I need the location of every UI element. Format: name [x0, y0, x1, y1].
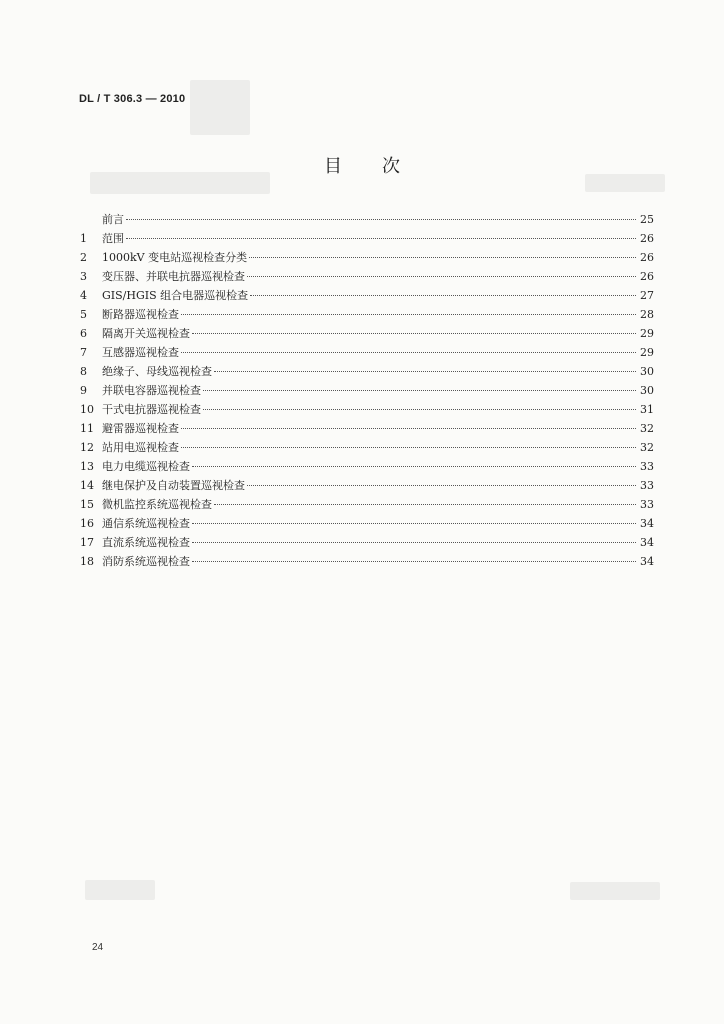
toc-leader-dots — [203, 390, 636, 391]
toc-entry-page: 33 — [640, 460, 654, 473]
toc-entry-number: 3 — [80, 270, 87, 283]
toc-leader-dots — [192, 542, 636, 543]
toc-entry-label: 前言 — [102, 213, 124, 226]
toc-entry[interactable] — [80, 267, 654, 286]
toc-leader-dots — [214, 371, 636, 372]
toc-entry-page: 32 — [640, 422, 654, 435]
toc-entry[interactable] — [80, 533, 654, 552]
toc-entry-number: 7 — [80, 346, 87, 359]
toc-entry-label: 微机监控系统巡视检查 — [102, 498, 212, 511]
toc-entry-number: 8 — [80, 365, 87, 378]
toc-entry[interactable] — [80, 286, 654, 305]
toc-leader-dots — [250, 295, 636, 296]
toc-entry-page: 31 — [640, 403, 654, 416]
toc-entry-number: 1 — [80, 232, 87, 245]
toc-entry-page: 34 — [640, 517, 654, 530]
toc-entry-label: 1000kV 变电站巡视检查分类 — [102, 251, 248, 264]
toc-leader-dots — [203, 409, 636, 410]
toc-entry-label: 避雷器巡视检查 — [102, 422, 179, 435]
toc-entry-number: 2 — [80, 251, 87, 264]
toc-entry-label: 绝缘子、母线巡视检查 — [102, 365, 212, 378]
toc-entry-page: 28 — [640, 308, 654, 321]
toc-entry-page: 33 — [640, 479, 654, 492]
toc-entry-page: 34 — [640, 536, 654, 549]
toc-entry-page: 26 — [640, 232, 654, 245]
toc-entry-number: 16 — [80, 517, 94, 530]
toc-entry-number: 11 — [80, 422, 94, 435]
toc-leader-dots — [247, 276, 636, 277]
toc-entry-number: 14 — [80, 479, 94, 492]
toc-entry-page: 34 — [640, 555, 654, 568]
toc-leader-dots — [249, 257, 636, 258]
toc-entry[interactable] — [80, 419, 654, 438]
toc-entry-number: 4 — [80, 289, 87, 302]
toc-entry-label: 通信系统巡视检查 — [102, 517, 190, 530]
toc-entry-number: 9 — [80, 384, 87, 397]
page-title: 目次 — [324, 156, 440, 177]
toc-leader-dots — [126, 219, 636, 220]
toc-entry-page: 25 — [640, 213, 654, 226]
toc-entry-label: 干式电抗器巡视检查 — [102, 403, 201, 416]
toc-leader-dots — [192, 561, 636, 562]
toc-entry-number: 5 — [80, 308, 87, 321]
scan-artifact — [190, 80, 250, 135]
toc-entry-page: 26 — [640, 251, 654, 264]
toc-entry-page: 32 — [640, 441, 654, 454]
toc-leader-dots — [247, 485, 636, 486]
table-of-contents — [80, 210, 654, 571]
standard-code-header: DL / T 306.3 — 2010 — [79, 93, 186, 105]
toc-entry-label: 断路器巡视检查 — [102, 308, 179, 321]
toc-leader-dots — [181, 428, 636, 429]
toc-leader-dots — [181, 352, 636, 353]
toc-entry[interactable] — [80, 438, 654, 457]
toc-entry[interactable] — [80, 552, 654, 571]
toc-entry-number: 17 — [80, 536, 94, 549]
toc-entry[interactable] — [80, 248, 654, 267]
toc-entry-label: 变压器、并联电抗器巡视检查 — [102, 270, 245, 283]
toc-entry-label: 直流系统巡视检查 — [102, 536, 190, 549]
toc-entry-page: 26 — [640, 270, 654, 283]
toc-entry-page: 33 — [640, 498, 654, 511]
toc-entry[interactable] — [80, 324, 654, 343]
toc-entry-label: 站用电巡视检查 — [102, 441, 179, 454]
toc-leader-dots — [192, 333, 636, 334]
toc-entry-label: 互感器巡视检查 — [102, 346, 179, 359]
toc-entry-label: 范围 — [102, 232, 124, 245]
toc-entry[interactable] — [80, 381, 654, 400]
toc-leader-dots — [192, 466, 636, 467]
toc-entry-label: GIS/HGIS 组合电器巡视检查 — [102, 289, 249, 302]
toc-entry-page: 29 — [640, 327, 654, 340]
toc-leader-dots — [192, 523, 636, 524]
toc-entry-page: 29 — [640, 346, 654, 359]
toc-entry-number: 10 — [80, 403, 94, 416]
toc-entry[interactable] — [80, 362, 654, 381]
toc-entry-label: 隔离开关巡视检查 — [102, 327, 190, 340]
toc-entry-label: 继电保护及自动装置巡视检查 — [102, 479, 245, 492]
page-number: 24 — [92, 942, 104, 953]
scan-artifact — [85, 880, 155, 900]
toc-leader-dots — [126, 238, 636, 239]
toc-entry-label: 电力电缆巡视检查 — [102, 460, 190, 473]
toc-entry-number: 15 — [80, 498, 94, 511]
toc-entry[interactable] — [80, 343, 654, 362]
toc-entry-page: 30 — [640, 365, 654, 378]
toc-entry[interactable] — [80, 229, 654, 248]
toc-leader-dots — [181, 447, 636, 448]
toc-entry-number: 6 — [80, 327, 87, 340]
toc-entry[interactable] — [80, 400, 654, 419]
toc-entry[interactable] — [80, 514, 654, 533]
toc-leader-dots — [214, 504, 636, 505]
toc-entry[interactable] — [80, 210, 654, 229]
toc-entry-number: 18 — [80, 555, 94, 568]
toc-entry[interactable] — [80, 495, 654, 514]
toc-entry-label: 并联电容器巡视检查 — [102, 384, 201, 397]
toc-entry-page: 30 — [640, 384, 654, 397]
toc-entry[interactable] — [80, 457, 654, 476]
toc-entry-number: 12 — [80, 441, 94, 454]
toc-entry-label: 消防系统巡视检查 — [102, 555, 190, 568]
toc-entry[interactable] — [80, 305, 654, 324]
toc-entry[interactable] — [80, 476, 654, 495]
toc-entry-page: 27 — [640, 289, 654, 302]
scan-artifact — [570, 882, 660, 900]
toc-entry-number: 13 — [80, 460, 94, 473]
toc-leader-dots — [181, 314, 636, 315]
